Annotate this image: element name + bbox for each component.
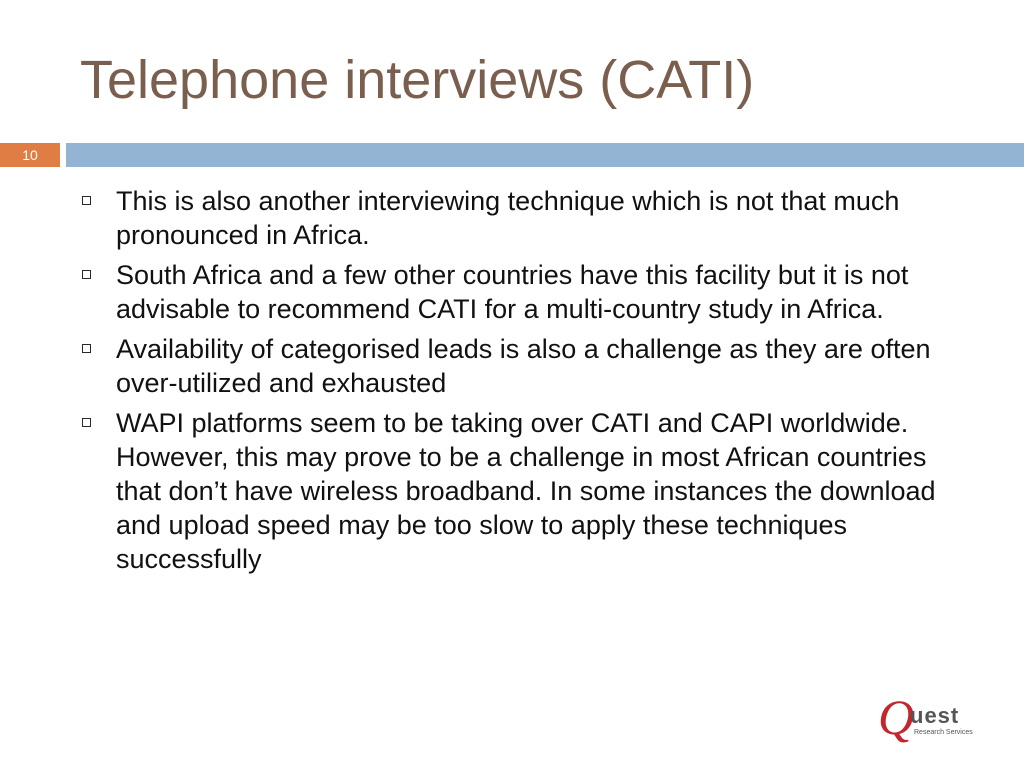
logo-letter: Q — [878, 689, 915, 745]
bullet-item — [78, 406, 978, 576]
bullet-text: South Africa and a few other countries have this facility but it is not advisable to recommend CATI for a multi-country study in Africa. — [116, 260, 909, 324]
slide-title: Telephone interviews (CATI) — [80, 50, 755, 110]
bullet-list — [78, 184, 978, 582]
logo-subtitle: Research Services — [914, 729, 973, 736]
hollow-square-icon — [82, 196, 91, 205]
hollow-square-icon — [82, 418, 91, 427]
hollow-square-icon — [82, 344, 91, 353]
bullet-item — [78, 184, 978, 252]
slide-number: 10 — [0, 143, 60, 167]
bullet-text: WAPI platforms seem to be taking over CATI and CAPI worldwide. However, this may prove to be a challenge in most African countries that don’t have wireless broadband. In some instances the download and upload speed may be too slow to apply these techniques successfully — [116, 408, 936, 574]
hollow-square-icon — [82, 270, 91, 279]
title-divider-band — [66, 143, 1024, 167]
bullet-item — [78, 258, 978, 326]
bullet-text: This is also another interviewing technique which is not that much pronounced in Africa. — [116, 186, 900, 250]
logo-word: uest — [910, 703, 960, 728]
quest-logo — [878, 690, 988, 750]
bullet-text: Availability of categorised leads is also a challenge as they are often over-utilized and exhausted — [116, 334, 931, 398]
bullet-item — [78, 332, 978, 400]
